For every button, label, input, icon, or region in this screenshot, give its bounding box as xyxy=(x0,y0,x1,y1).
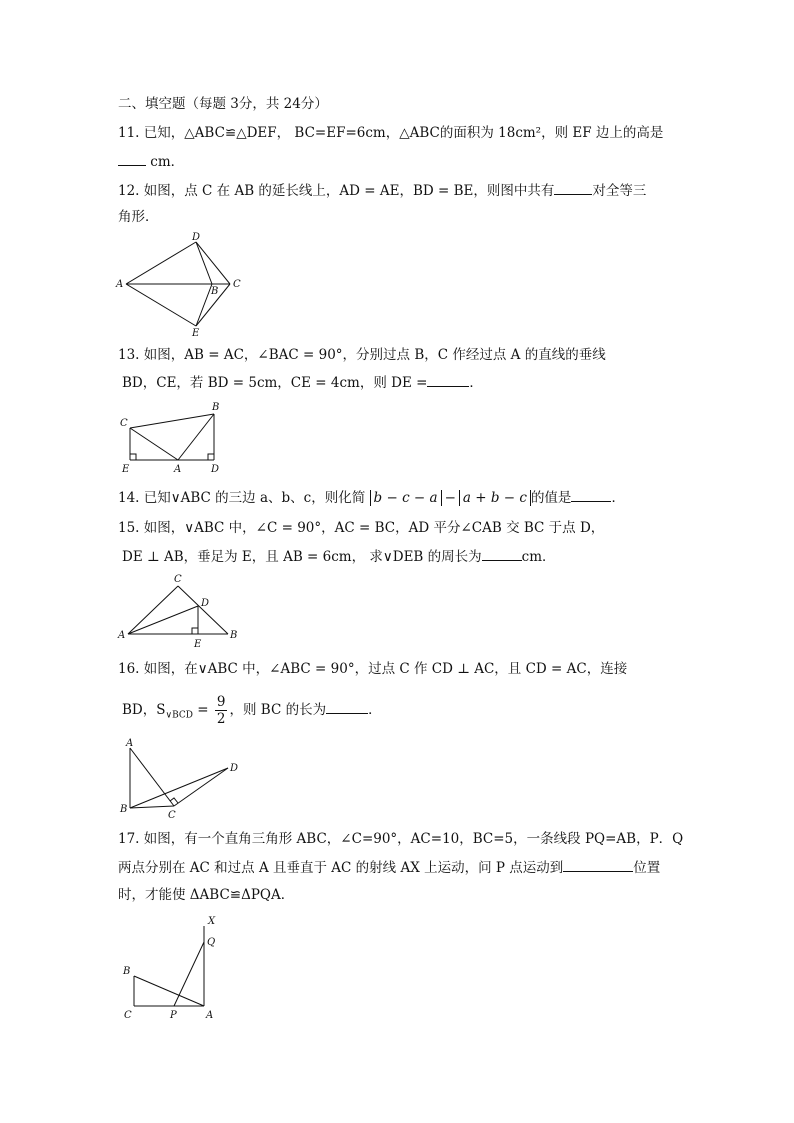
q12-label-E: E xyxy=(192,328,200,339)
q12-label-C: C xyxy=(233,279,241,290)
q17-line2-text: 两点分别在 AC 和过点 A 且垂直于 AC 的射线 AX 上运动，问 P 点运动到 xyxy=(118,860,564,876)
q17-seg-PQ xyxy=(174,942,204,1006)
q17-label-Q: Q xyxy=(207,937,216,948)
q16-seg-BC xyxy=(130,806,174,808)
q13-line2 xyxy=(122,372,483,393)
q11-line2 xyxy=(118,151,184,172)
q13-line1: 13. 如图，AB = AC，∠BAC = 90°，分别过点 B，C 作经过点 A 的直线的垂线 xyxy=(118,347,606,363)
q16-answer-blank[interactable] xyxy=(326,699,368,714)
q17-label-C: C xyxy=(124,1010,132,1021)
q15-line1: 15. 如图，∨ABC 中，∠C = 90°，AC = BC，AD 平分∠CAB 交 BC 于点 D， xyxy=(118,520,605,536)
q12-line1-end: 对全等三 xyxy=(592,183,647,199)
q12-seg-EB xyxy=(196,284,212,326)
q14-text: 14. 已知∨ABC 的三边 a、b、c，则化简 xyxy=(118,490,366,506)
q13-seg-BA xyxy=(178,414,214,460)
q13-label-D: D xyxy=(211,464,220,475)
q14-abs2: a + b − c xyxy=(459,490,531,506)
q14-line xyxy=(118,487,625,508)
q12-line2: 角形． xyxy=(118,209,159,225)
q13-label-E: E xyxy=(122,464,130,475)
q17-label-X: X xyxy=(208,916,216,927)
q12-label-A: A xyxy=(116,279,124,290)
q15-seg-CB xyxy=(178,586,228,634)
q15-figure xyxy=(114,570,244,652)
q15-answer-blank[interactable] xyxy=(482,546,522,561)
q14-text-b: 的值是 xyxy=(530,490,572,506)
q13-right-angle-E xyxy=(130,454,136,460)
q14-answer-blank[interactable] xyxy=(571,487,611,502)
q13-answer-blank[interactable] xyxy=(427,372,469,387)
q17-line2-end: 位置 xyxy=(633,860,661,876)
q14-end: ． xyxy=(611,490,625,506)
q13-label-C: C xyxy=(120,418,128,429)
q15-line2 xyxy=(122,546,556,567)
q13-seg-CB xyxy=(130,414,214,428)
q13-line2-text: BD，CE，若 BD = 5cm，CE = 4cm，则 DE = xyxy=(122,375,428,391)
q13-label-B: B xyxy=(212,402,220,413)
q12-line1-text: 12. 如图，点 C 在 AB 的延长线上，AD = AE，BD = BE，则图中共有 xyxy=(118,183,555,199)
q15-label-C: C xyxy=(174,574,182,585)
q17-figure xyxy=(116,912,236,1024)
q11-line2-text: cm． xyxy=(146,154,185,170)
q15-seg-AC xyxy=(128,586,178,634)
q12-label-D: D xyxy=(192,232,201,243)
q16-line2 xyxy=(122,694,382,731)
q11-answer-blank[interactable] xyxy=(118,151,146,166)
q15-label-D: D xyxy=(201,598,210,609)
q14-abs1: b − c − a xyxy=(370,490,442,506)
q15-line2-text: DE ⊥ AB，垂足为 E，且 AB = 6cm， 求∨DEB 的周长为 xyxy=(122,549,482,565)
q16-line1: 16. 如图，在∨ABC 中，∠ABC = 90°，过点 C 作 CD ⊥ AC，且 CD = AC，连接 xyxy=(118,661,628,677)
q12-seg-AD xyxy=(126,242,196,284)
q15-line2-end: cm． xyxy=(521,549,556,565)
q15-seg-AD xyxy=(128,606,198,634)
q16-frac-den: 2 xyxy=(216,711,226,727)
q11-line1: 11. 已知，△ABC≌△DEF， BC=EF=6cm，△ABC的面积为 18cm²，则 EF 边上的高是 xyxy=(118,125,664,141)
q16-label-A: A xyxy=(126,738,134,749)
q16-fraction xyxy=(215,694,228,727)
q12-seg-DB xyxy=(196,242,212,284)
q17-label-P: P xyxy=(170,1010,177,1021)
q15-label-B: B xyxy=(230,630,238,641)
q12-answer-blank[interactable] xyxy=(554,180,592,195)
q13-seg-CA xyxy=(130,428,178,460)
q16-line2-mid: ，则 BC 的长为 xyxy=(229,702,327,718)
q16-seg-AC xyxy=(130,748,174,806)
q17-label-A: A xyxy=(206,1010,214,1021)
q16-line2-end: ． xyxy=(368,702,382,718)
q17-answer-blank[interactable] xyxy=(563,857,633,872)
q16-eq: = xyxy=(192,702,213,718)
q17-line3: 时，才能使 ΔABC≌ΔPQA． xyxy=(118,887,295,903)
q12-line1 xyxy=(118,180,646,201)
q12-label-B: B xyxy=(211,286,219,297)
q16-frac-num: 9 xyxy=(216,694,226,710)
q15-label-A: A xyxy=(118,630,126,641)
q14-minus: − xyxy=(444,490,456,506)
q13-label-A: A xyxy=(174,464,182,475)
q16-figure xyxy=(116,736,246,822)
q13-figure xyxy=(114,398,234,478)
q17-seg-BA xyxy=(134,976,204,1006)
section-title: 二、填空题（每题 3分，共 24分） xyxy=(118,96,328,112)
q17-label-B: B xyxy=(123,966,131,977)
q15-right-angle-E xyxy=(192,628,198,634)
q17-line2 xyxy=(118,857,660,878)
q13-line2-end: ． xyxy=(469,375,483,391)
q16-line2-text: BD，S xyxy=(122,702,166,718)
q16-subscript: ∨BCD xyxy=(165,710,193,721)
q12-figure xyxy=(112,230,252,340)
q17-line1: 17. 如图，有一个直角三角形 ABC，∠C=90°，AC=10，BC=5，一条线段 PQ=AB，P．Q xyxy=(118,831,684,847)
q16-label-D: D xyxy=(230,763,239,774)
q16-label-B: B xyxy=(120,804,128,815)
q15-label-E: E xyxy=(194,639,202,650)
q12-seg-DC xyxy=(196,242,230,284)
q16-label-C: C xyxy=(168,810,176,821)
q13-right-angle-D xyxy=(208,454,214,460)
q12-seg-AE xyxy=(126,284,196,326)
